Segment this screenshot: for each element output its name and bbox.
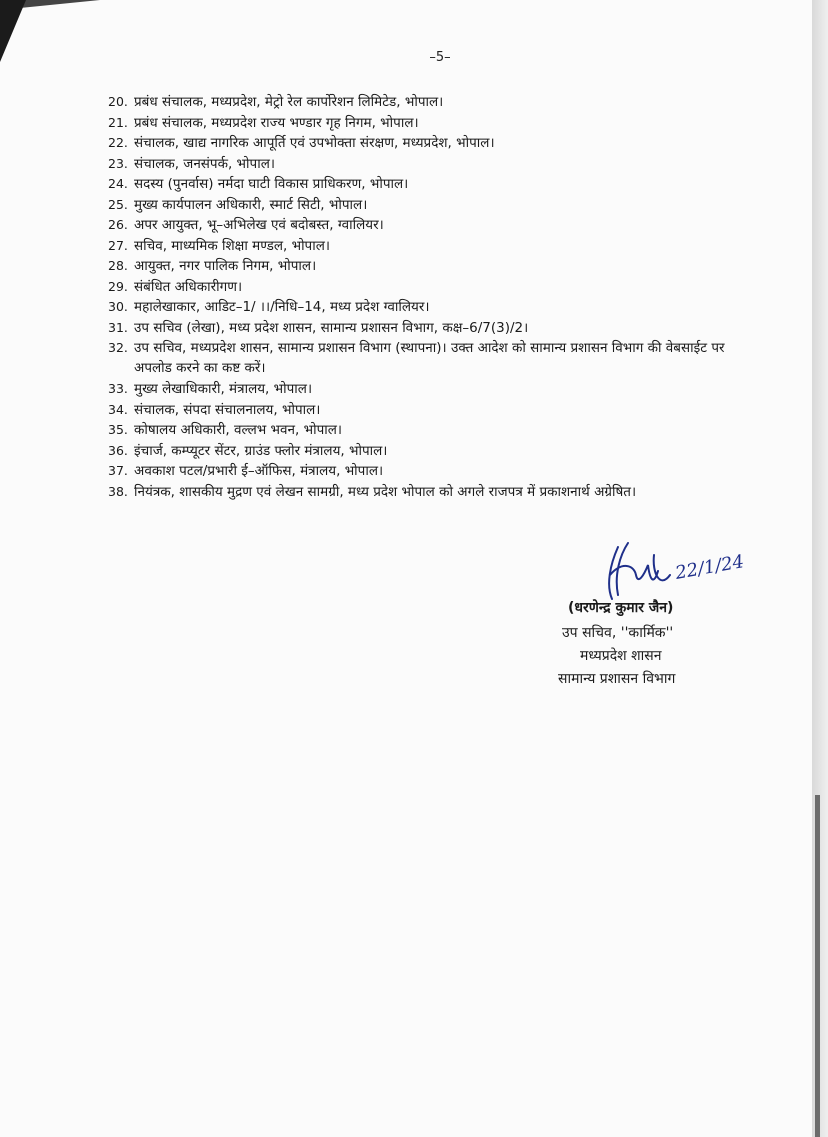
signature-date: 22/1/24 [673,551,746,584]
signature-scribble [540,535,680,605]
item-number: 30. [108,299,128,314]
item-text: सदस्य (पुनर्वास) नर्मदा घाटी विकास प्राधिकरण, भोपाल। [134,176,409,192]
list-item [108,441,748,462]
item-text: संचालक, संपदा संचालनालय, भोपाल। [134,401,321,418]
list-item [108,318,748,339]
item-number: 33. [108,381,128,396]
item-text: उप सचिव, मध्यप्रदेश शासन, सामान्य प्रशासन विभाग (स्थापना)। उक्त आदेश को सामान्य प्रशासन विभाग की वेबसाईट पर अपलोड करने का कष्ट करें। [134,340,725,376]
item-number: 36. [108,442,128,458]
page-edge-shadow [815,795,820,1137]
list-item [108,482,748,523]
item-number: 22. [108,135,128,150]
item-number: 27. [108,237,128,253]
item-text: सचिव, माध्यमिक शिक्षा मण्डल, भोपाल। [134,237,330,254]
item-text: मुख्य लेखाधिकारी, मंत्रालय, भोपाल। [134,381,313,397]
item-text: अवकाश पटल/प्रभारी ई–ऑफिस, मंत्रालय, भोपाल। [134,463,384,479]
item-text: प्रबंध संचालक, मध्यप्रदेश राज्य भण्डार गृह निगम, भोपाल। [134,114,419,131]
list-item [108,236,748,257]
signatory-government: मध्यप्रदेश शासन [580,648,662,664]
list-item [108,133,748,154]
item-text: संचालक, खाद्य नागरिक आपूर्ति एवं उपभोक्ता संरक्षण, मध्यप्रदेश, भोपाल। [134,135,495,151]
list-item [108,256,748,277]
list-item [108,92,748,113]
item-number: 20. [108,94,128,109]
list-item [108,420,748,441]
list-item [108,154,748,175]
item-number: 29. [108,278,128,294]
list-item [108,338,748,379]
signatory-designation: उप सचिव, ''कार्मिक'' [562,625,674,641]
list-item [108,277,748,298]
list-item [108,379,748,400]
item-text: प्रबंध संचालक, मध्यप्रदेश, मेट्रो रेल कार्पोरेशन लिमिटेड, भोपाल। [134,94,444,110]
item-number: 24. [108,176,128,191]
item-text: उप सचिव (लेखा), मध्य प्रदेश शासन, सामान्य प्रशासन विभाग, कक्ष–6/7(3)/2। [134,319,529,336]
item-text: कोषालय अधिकारी, वल्लभ भवन, भोपाल। [134,422,343,438]
item-text: संचालक, जनसंपर्क, भोपाल। [134,155,275,172]
item-number: 38. [108,483,128,499]
signatory-department: सामान्य प्रशासन विभाग [558,671,676,687]
item-number: 31. [108,319,128,335]
item-number: 34. [108,401,128,417]
page-number: –5– [429,50,451,65]
list-item [108,113,748,134]
item-text: अपर आयुक्त, भू–अभिलेख एवं बदोबस्त, ग्वालियर। [134,217,384,233]
item-text: संबंधित अधिकारीगण। [134,278,243,295]
list-item [108,400,748,421]
item-number: 32. [108,340,128,355]
list-item [108,215,748,236]
item-text: मुख्य कार्यपालन अधिकारी, स्मार्ट सिटी, भोपाल। [134,196,368,213]
item-number: 25. [108,196,128,212]
distribution-list [108,92,748,523]
item-text: इंचार्ज, कम्प्यूटर सेंटर, ग्राउंड फ्लोर मंत्रालय, भोपाल। [134,442,388,459]
item-number: 35. [108,422,128,437]
list-item [108,461,748,482]
item-number: 26. [108,217,128,232]
item-text: नियंत्रक, शासकीय मुद्रण एवं लेखन सामग्री, मध्य प्रदेश भोपाल को अगले राजपत्र में प्रकाशनार्थ अग्रेषित। [134,483,637,500]
item-number: 37. [108,463,128,478]
list-item [108,195,748,216]
list-item [108,297,748,318]
item-number: 21. [108,114,128,130]
item-number: 28. [108,258,128,273]
item-text: आयुक्त, नगर पालिक निगम, भोपाल। [134,258,317,274]
item-text: महालेखाकार, आडिट–1/ ।।/निधि–14, मध्य प्रदेश ग्वालियर। [134,299,430,315]
page-corner-fold [0,0,26,62]
handwritten-signature [540,535,780,605]
list-item [108,174,748,195]
item-number: 23. [108,155,128,171]
signatory-name: (धरणेन्द्र कुमार जैन) [568,600,674,616]
